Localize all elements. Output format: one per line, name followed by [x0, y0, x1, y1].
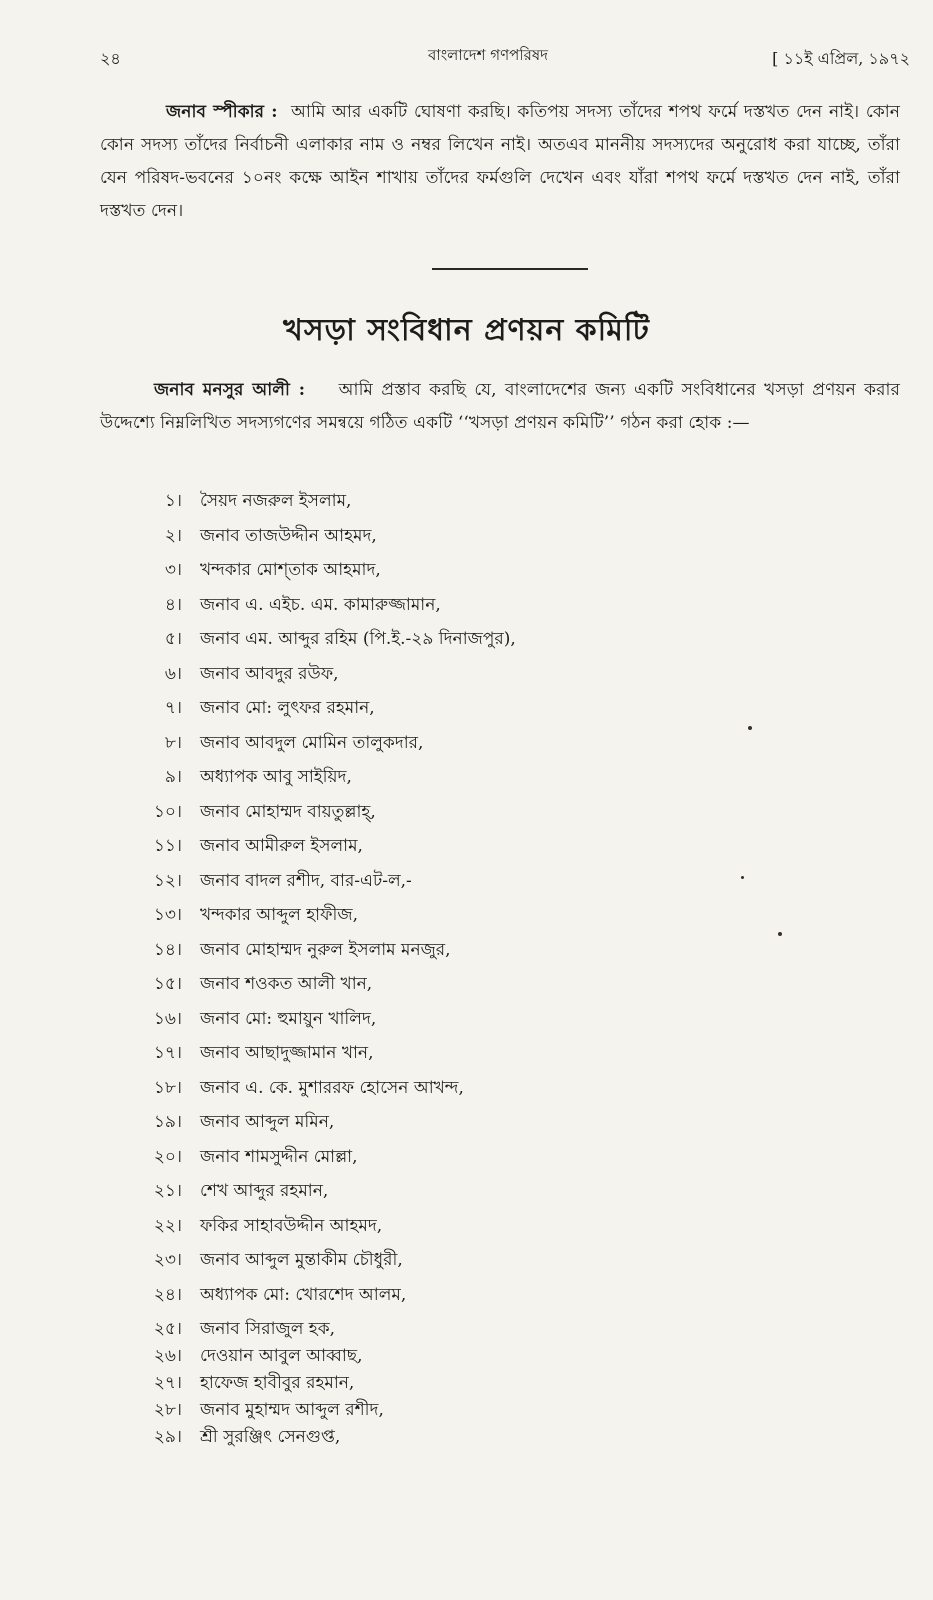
section-separator: [432, 268, 588, 270]
list-item-number: ৪।: [164, 594, 182, 615]
member-name: জনাব আবদুল মোমিন তালুকদার,: [200, 732, 424, 753]
list-item-number: ২৬।: [153, 1346, 182, 1366]
member-name: জনাব সিরাজুল হক,: [200, 1319, 336, 1339]
list-item-number: ২৫।: [153, 1319, 182, 1339]
member-name: জনাব এ. কে. মুশাররফ হোসেন আখন্দ,: [200, 1077, 464, 1098]
list-item-number: ২৮।: [153, 1400, 182, 1420]
list-item: [120, 1247, 820, 1282]
announcement-text: আমি আর একটি ঘোষণা করছি। কতিপয় সদস্য তাঁদের শপথ ফর্মে দস্তখত দেন নাই। কোন কোন সদস্য তাঁদের নির্বাচনী এলাকার নাম ও নম্বর লিখেন নাই। অতএব মাননীয় সদস্যদের অনুরোধ করা যাচ্ছে, তাঁরা যেন পরিষদ-ভবনের ১০নং কক্ষে আইন শাখায় তাঁদের ফর্মগুলি দেখেন এবং যাঁরা শপথ ফর্মে দস্তখত দেন নাই, তাঁরা দস্তখত দেন।: [100, 102, 900, 221]
running-title: বাংলাদেশ গণপরিষদ: [428, 46, 549, 64]
list-item: [120, 1316, 820, 1343]
list-item: [120, 1424, 820, 1451]
list-item-number: ১৮।: [153, 1077, 182, 1098]
list-item: [120, 902, 820, 937]
member-name: ফকির সাহাবউদ্দীন আহমদ,: [200, 1215, 383, 1236]
list-item: [120, 523, 820, 558]
list-item: [120, 1397, 820, 1424]
list-item: [120, 730, 820, 765]
motion-speaker-name: জনাব মনসুর আলী :: [154, 380, 306, 400]
list-item-number: ১৭।: [153, 1043, 182, 1063]
scan-speck: [741, 876, 744, 879]
member-name: জনাব শওকত আলী খান,: [200, 974, 373, 994]
list-item: [120, 764, 820, 799]
member-name: জনাব আছাদুজ্জামান খান,: [200, 1043, 374, 1063]
list-item: [120, 626, 820, 661]
speaker-announcement-paragraph: [100, 96, 900, 228]
list-item-number: ৩।: [164, 560, 182, 580]
list-item-number: ৯।: [164, 767, 182, 787]
list-item-number: ১২।: [153, 870, 182, 891]
list-item: [120, 1178, 820, 1213]
list-item: [120, 1370, 820, 1397]
list-item: [120, 1109, 820, 1144]
member-name: খন্দকার মোশ্‌তাক আহমাদ,: [200, 560, 381, 580]
member-name: অধ্যাপক মো: খোরশেদ আলম,: [200, 1284, 407, 1305]
list-item: [120, 695, 820, 730]
member-name: দেওয়ান আবুল আব্বাছ,: [200, 1346, 363, 1366]
list-item-number: ১।: [164, 491, 182, 511]
list-item-number: ১৫।: [153, 974, 182, 994]
member-name: জনাব আবদুর রউফ,: [200, 663, 339, 684]
list-item-number: ১৩।: [153, 905, 182, 925]
member-name: জনাব আব্দুল মমিন,: [200, 1112, 335, 1132]
member-name: জনাব মোহাম্মদ বায়তুল্লাহ্‌,: [200, 801, 376, 822]
list-item: [120, 1075, 820, 1110]
list-item: [120, 833, 820, 868]
list-item: [120, 1282, 820, 1317]
list-item-number: ১৪।: [153, 939, 182, 960]
list-item-number: ১৯।: [153, 1112, 182, 1132]
member-name: জনাব শামসুদ্দীন মোল্লা,: [200, 1146, 358, 1167]
list-item: [120, 799, 820, 834]
list-item-number: ২০।: [153, 1146, 182, 1167]
committee-member-list: [120, 488, 820, 1451]
member-name: জনাব আব্দুল মুন্তাকীম চৌধুরী,: [200, 1250, 403, 1270]
member-name: সৈয়দ নজরুল ইসলাম,: [200, 491, 352, 511]
member-name: জনাব মোহাম্মদ নুরুল ইসলাম মনজুর,: [200, 939, 451, 960]
list-item-number: ২১।: [153, 1181, 182, 1201]
list-item: [120, 1343, 820, 1370]
list-item-number: ২৯।: [153, 1427, 182, 1447]
list-item-number: ৮।: [164, 732, 182, 753]
list-item: [120, 1006, 820, 1041]
list-item: [120, 971, 820, 1006]
list-item-number: ৭।: [164, 698, 182, 718]
member-name: জনাব মো: হুমায়ুন খালিদ,: [200, 1008, 377, 1029]
member-name: জনাব বাদল রশীদ, বার-এট-ল,-: [200, 870, 412, 891]
list-item-number: ১৬।: [153, 1008, 182, 1029]
scan-speck: [778, 932, 782, 936]
list-item: [120, 661, 820, 696]
member-name: জনাব এ. এইচ. এম. কামারুজ্জামান,: [200, 594, 441, 615]
member-name: শ্রী সুরঞ্জিৎ সেনগুপ্ত,: [200, 1427, 341, 1447]
motion-text: আমি প্রস্তাব করছি যে, বাংলাদেশের জন্য একটি সংবিধানের খসড়া প্রণয়ন করার উদ্দেশ্যে নিম্নলিখিত সদস্যগণের সমন্বয়ে গঠিত একটি ‘‘খসড়া প্রণয়ন কমিটি’’ গঠন করা হোক :—: [100, 380, 901, 433]
list-item-number: ২৭।: [153, 1373, 182, 1393]
list-item: [120, 488, 820, 523]
speaker-name: জনাব স্পীকার :: [166, 102, 278, 122]
list-item-number: ৫।: [164, 629, 182, 649]
member-name: শেখ আব্দুর রহমান,: [200, 1181, 329, 1201]
member-name: অধ্যাপক আবু সাইয়িদ,: [200, 767, 352, 787]
list-item-number: ২৩।: [153, 1250, 182, 1270]
motion-paragraph: [100, 374, 900, 440]
member-name: জনাব আমীরুল ইসলাম,: [200, 836, 363, 856]
member-name: জনাব মো: লুৎফর রহমান,: [200, 698, 375, 718]
member-name: জনাব তাজউদ্দীন আহমদ,: [200, 525, 377, 546]
member-name: জনাব মুহাম্মদ আব্দুল রশীদ,: [200, 1400, 384, 1420]
list-item-number: ১১।: [153, 836, 182, 856]
running-header: [100, 44, 910, 74]
list-item: [120, 1213, 820, 1248]
list-item-number: ১০।: [153, 801, 182, 822]
member-name: জনাব এম. আব্দুর রহিম (পি.ই.-২৯ দিনাজপুর),: [200, 629, 516, 649]
header-date: [ ১১ই এপ্রিল, ১৯৭২: [772, 49, 910, 68]
section-heading: খসড়া সংবিধান প্রণয়ন কমিটি: [283, 313, 650, 348]
scan-speck: [748, 726, 752, 730]
list-item-number: ২৪।: [153, 1284, 182, 1305]
list-item-number: ৬।: [164, 663, 182, 684]
list-item-number: ২২।: [153, 1215, 182, 1236]
list-item: [120, 937, 820, 972]
member-name: খন্দকার আব্দুল হাফীজ,: [200, 905, 358, 925]
list-item: [120, 1144, 820, 1179]
list-item-number: ২।: [164, 525, 182, 546]
member-name: হাফেজ হাবীবুর রহমান,: [200, 1373, 355, 1393]
list-item: [120, 557, 820, 592]
page-number: ২৪: [100, 49, 121, 68]
list-item: [120, 592, 820, 627]
list-item: [120, 868, 820, 903]
list-item: [120, 1040, 820, 1075]
